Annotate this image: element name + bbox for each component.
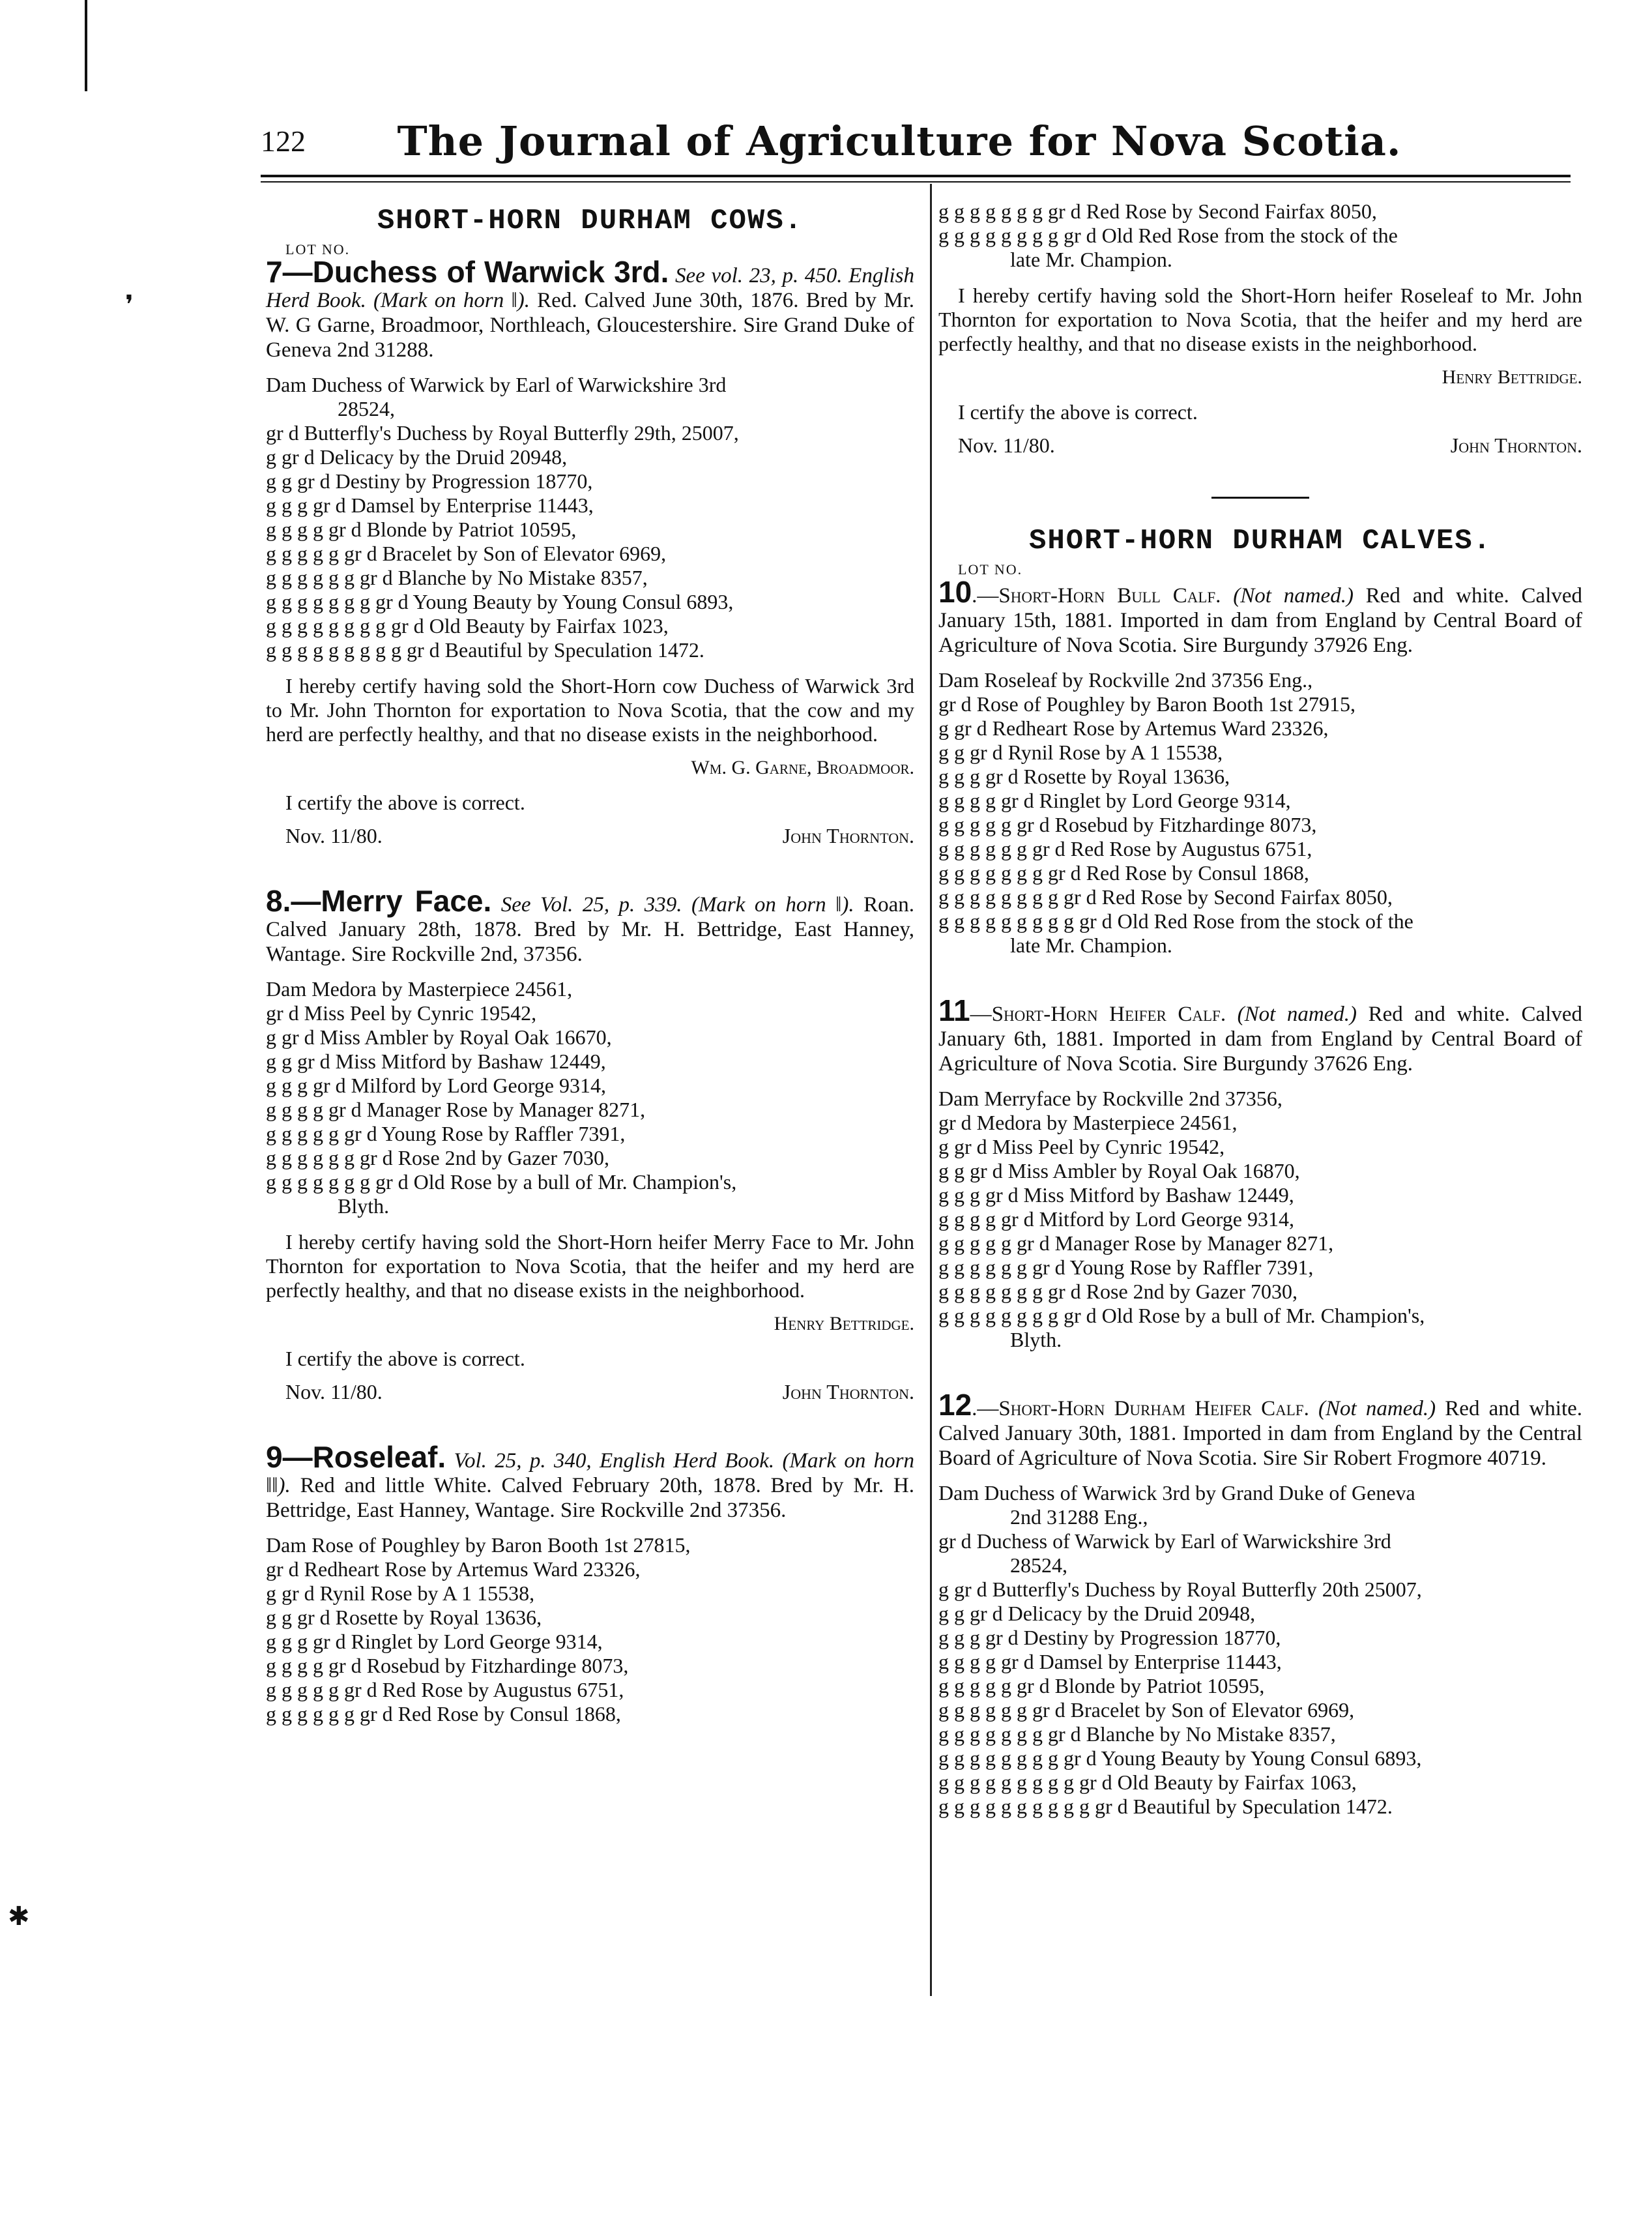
pedigree-line: late Mr. Champion.	[1010, 248, 1172, 271]
column-divider	[930, 184, 932, 1996]
pedigree-line: Dam Rose of Poughley by Baron Booth 1st 27815,	[266, 1533, 691, 1557]
certification-date: Nov. 11/80.	[285, 824, 383, 847]
pedigree-line: g g g g g gr d Bracelet by Son of Elevator 6969,	[266, 542, 667, 565]
pedigree-line: Dam Duchess of Warwick 3rd by Grand Duke of Geneva	[938, 1481, 1415, 1505]
date-row	[958, 433, 1582, 458]
lot-7-heading	[266, 255, 915, 362]
pedigree-line: late Mr. Champion.	[1010, 933, 1172, 957]
pedigree-line: g g g g gr d Mitford by Lord George 9314,	[938, 1207, 1294, 1231]
lot-name: .—Short-Horn Bull Calf.	[972, 584, 1221, 608]
header-rule	[261, 175, 1571, 177]
pedigree-line: g gr d Redheart Rose by Artemus Ward 23326,	[938, 716, 1329, 740]
lot-name: —Duchess of Warwick 3rd.	[282, 255, 669, 289]
pedigree-line: g g g g g g g g gr d Old Beauty by Fairfax 1023,	[266, 614, 669, 638]
pedigree-line: gr d Redheart Rose by Artemus Ward 23326,	[266, 1557, 641, 1581]
pedigree-line: gr d Duchess of Warwick by Earl of Warwickshire 3rd	[938, 1529, 1391, 1553]
pedigree-line: g g gr d Miss Ambler by Royal Oak 16870,	[938, 1159, 1300, 1182]
ink-speck: ❜	[125, 290, 134, 319]
pedigree-line: g g g g g g g g gr d Young Beauty by Young Consul 6893,	[938, 1746, 1422, 1770]
pedigree-line: g g g g g g g g gr d Red Rose by Second Fairfax 8050,	[938, 885, 1393, 909]
pedigree-line: g gr d Delicacy by the Druid 20948,	[266, 445, 568, 469]
pedigree-line: g g g g g g gr d Red Rose by Augustus 6751,	[938, 837, 1312, 860]
page-number: 122	[261, 125, 306, 158]
pedigree-line: g g g gr d Miss Mitford by Bashaw 12449,	[938, 1183, 1294, 1207]
pedigree-line: g g g g g gr d Manager Rose by Manager 8271,	[938, 1231, 1334, 1255]
pedigree-line: g g g g g g gr d Blanche by No Mistake 8357,	[266, 566, 648, 589]
lot-11-heading	[938, 993, 1583, 1076]
lot-number: 8	[266, 884, 283, 918]
pedigree-line: g gr d Miss Ambler by Royal Oak 16670,	[266, 1025, 612, 1049]
lot-name: —Short-Horn Heifer Calf.	[970, 1003, 1226, 1026]
pedigree-line: g g gr d Destiny by Progression 18770,	[266, 469, 593, 493]
pedigree-line: Dam Medora by Masterpiece 24561,	[266, 977, 573, 1001]
header-rule-secondary	[261, 181, 1571, 183]
lot-label: LOT NO.	[958, 561, 1023, 578]
pedigree-line: g g g g g g g g g gr d Beautiful by Speculation 1472.	[266, 638, 704, 662]
lot-number: 9	[266, 1440, 283, 1474]
pedigree-line: Dam Roseleaf by Rockville 2nd 37356 Eng.,	[938, 668, 1313, 692]
pedigree-line: g g g g g g g gr d Old Rose by a bull of Mr. Champion's,	[266, 1170, 737, 1194]
pedigree-line: g g g g g g g gr d Rose 2nd by Gazer 7030,	[938, 1280, 1298, 1303]
pedigree-lot-8	[266, 977, 914, 1218]
lot-number: 10	[938, 575, 972, 609]
pedigree-line: g g g g g gr d Blonde by Patriot 10595,	[938, 1674, 1265, 1697]
lot-9-heading	[266, 1440, 915, 1523]
right-column	[938, 196, 1582, 1819]
pedigree-line: g g g g g g gr d Red Rose by Consul 1868,	[266, 1702, 621, 1725]
lot-label: LOT NO.	[285, 241, 351, 257]
pedigree-line: g gr d Butterfly's Duchess by Royal Butterfly 20th 25007,	[938, 1578, 1422, 1601]
certification-text: I hereby certify having sold the Short-Horn heifer Merry Face to Mr. John Thornton for exportation to Nova Scotia, that the heifer and my herd are perfectly healthy, and that no disease exists in the neighborhood.	[266, 1230, 914, 1302]
certification-date: Nov. 11/80.	[285, 1380, 383, 1403]
lot-number: 12	[938, 1388, 972, 1422]
pedigree-line: g g g g g g g gr d Blanche by No Mistake 8357,	[938, 1722, 1336, 1746]
lot-note: (Not named.)	[1318, 1397, 1436, 1420]
pedigree-line: g g g g g g g gr d Red Rose by Consul 1868,	[938, 861, 1309, 885]
pedigree-line: g g g g g g gr d Rose 2nd by Gazer 7030,	[266, 1146, 610, 1169]
pedigree-line: g g g g g g gr d Young Rose by Raffler 7391,	[938, 1255, 1314, 1279]
certify-correct: I certify the above is correct.	[285, 1347, 525, 1370]
page-header	[261, 117, 1538, 176]
pedigree-line: g g g g g g g gr d Young Beauty by Young Consul 6893,	[266, 590, 734, 613]
pedigree-line: Dam Merryface by Rockville 2nd 37356,	[938, 1087, 1282, 1110]
pedigree-line: g g g g g g g g g gr d Old Red Rose from the stock of the	[938, 909, 1413, 933]
lot-10-heading	[938, 575, 1583, 658]
lot-name: —Roseleaf.	[282, 1440, 446, 1474]
pedigree-line: g g g g g g g g gr d Old Rose by a bull of Mr. Champion's,	[938, 1304, 1425, 1327]
pedigree-line: g g g g g g g g g g gr d Beautiful by Speculation 1472.	[938, 1795, 1393, 1818]
pedigree-line: g g g g g gr d Rosebud by Fitzhardinge 8073,	[938, 813, 1317, 836]
pedigree-line: 28524,	[1010, 1553, 1067, 1577]
pedigree-lot-12	[938, 1481, 1582, 1819]
pedigree-line: g g g g g gr d Young Rose by Raffler 7391,	[266, 1122, 626, 1145]
lot-8-heading	[266, 884, 914, 967]
pedigree-line: gr d Miss Peel by Cynric 19542,	[266, 1001, 537, 1025]
pedigree-line: g g g g g g g g gr d Old Red Rose from the stock of the	[938, 224, 1398, 247]
pedigree-line: gr d Rose of Poughley by Baron Booth 1st 27915,	[938, 692, 1355, 716]
pedigree-line: g g g gr d Rosette by Royal 13636,	[938, 765, 1230, 788]
pedigree-lot-9-continued	[938, 199, 1582, 272]
section-title-calves: SHORT-HORN DURHAM CALVES.	[1028, 525, 1492, 557]
journal-title: The Journal of Agriculture for Nova Scotia.	[397, 117, 1402, 165]
pedigree-line: g g g g g gr d Red Rose by Augustus 6751,	[266, 1678, 624, 1701]
lot-description: Red and little White. Calved February 20th, 1878. Bred by Mr. H. Bettridge, East Hanney, Wantage. Sire Rockville 2nd 37356.	[266, 1474, 914, 1522]
herd-book-reference: See Vol. 25, p. 339. (Mark on horn ‖).	[500, 893, 854, 917]
lot-description: Red and white. Calved January 30th, 1881. Imported in dam from England by the Central Board of Agriculture of Nova Scotia. Sire Sir Robert Frogmore 40719.	[938, 1397, 1583, 1470]
lot-description: Red and white. Calved January 15th, 1881. Imported in dam from England by Central Board of Agriculture of Nova Scotia. Sire Burgundy 37926 Eng.	[938, 584, 1583, 657]
certification-text: I hereby certify having sold the Short-Horn heifer Roseleaf to Mr. John Thornton for exportation to Nova Scotia, that the heifer and my herd are perfectly healthy, and that no disease exists in the neighborhood.	[938, 284, 1582, 355]
pedigree-line: Blyth.	[338, 1194, 390, 1218]
certify-correct: I certify the above is correct.	[958, 400, 1198, 424]
section-title-cows: SHORT-HORN DURHAM COWS.	[377, 205, 804, 237]
pedigree-line: g g g g gr d Damsel by Enterprise 11443,	[938, 1650, 1282, 1673]
lot-description: Red. Calved June 30th, 1876. Bred by Mr. W. G Garne, Broadmoor, Northleach, Gloucestershire. Sire Grand Duke of Geneva 2nd 31288.	[266, 289, 915, 362]
pedigree-line: gr d Butterfly's Duchess by Royal Butterfly 29th, 25007,	[266, 421, 739, 445]
lot-number: 7	[266, 255, 283, 289]
pedigree-line: g g gr d Miss Mitford by Bashaw 12449,	[266, 1050, 606, 1073]
signer: Wm. G. Garne, Broadmoor.	[691, 757, 914, 778]
pedigree-line: g g g g gr d Rosebud by Fitzhardinge 8073,	[266, 1654, 629, 1677]
date-row	[285, 1380, 914, 1404]
pedigree-line: 28524,	[338, 397, 395, 420]
lot-12-heading	[938, 1388, 1583, 1471]
pedigree-line: g g g g g g g gr d Red Rose by Second Fairfax 8050,	[938, 199, 1377, 223]
lot-name: .—Short-Horn Durham Heifer Calf.	[972, 1397, 1309, 1420]
pedigree-line: g g gr d Rynil Rose by A 1 15538,	[938, 741, 1223, 764]
lot-note: (Not named.)	[1237, 1003, 1357, 1026]
pedigree-lot-11	[938, 1087, 1582, 1352]
confirmer: John Thornton.	[1450, 433, 1582, 457]
pedigree-lot-7	[266, 373, 914, 662]
pedigree-line: g g g g g g gr d Bracelet by Son of Elevator 6969,	[938, 1698, 1355, 1722]
pedigree-line: 2nd 31288 Eng.,	[1010, 1505, 1148, 1529]
certification-date: Nov. 11/80.	[958, 433, 1055, 457]
pedigree-lot-10	[938, 668, 1582, 958]
confirmer: John Thornton.	[782, 1380, 914, 1403]
lot-description: Roan. Calved January 28th, 1878. Bred by Mr. H. Bettridge, East Hanney, Wantage. Sire Rockville 2nd, 37356.	[266, 893, 914, 966]
pedigree-line: g g g g gr d Blonde by Patriot 10595,	[266, 518, 577, 541]
pedigree-line: Blyth.	[1010, 1328, 1062, 1351]
pedigree-line: g g g gr d Ringlet by Lord George 9314,	[266, 1630, 603, 1653]
date-row	[285, 824, 914, 848]
margin-mark	[85, 0, 87, 91]
pedigree-line: g g g gr d Damsel by Enterprise 11443,	[266, 493, 594, 517]
pedigree-lot-9	[266, 1533, 914, 1726]
herd-book-reference: See vol. 23, p. 450. English Herd Book. (Mark on horn ‖).	[266, 264, 914, 312]
pedigree-line: g g g gr d Milford by Lord George 9314,	[266, 1074, 606, 1097]
pedigree-line: g g g g gr d Manager Rose by Manager 8271,	[266, 1098, 646, 1121]
certification-text: I hereby certify having sold the Short-Horn cow Duchess of Warwick 3rd to Mr. John Thornton for exportation to Nova Scotia, that the cow and my herd are perfectly healthy, and that no disease exists in the neighborhood.	[266, 674, 914, 746]
lot-description: Red and white. Calved January 6th, 1881. Imported in dam from England by Central Board of Agriculture of Nova Scotia. Sire Burgundy 37626 Eng.	[938, 1003, 1583, 1076]
pedigree-line: g gr d Miss Peel by Cynric 19542,	[938, 1135, 1225, 1158]
pedigree-line: g g g g g g g g g gr d Old Beauty by Fairfax 1063,	[938, 1770, 1357, 1794]
section-separator	[1211, 497, 1309, 499]
pedigree-line: g g gr d Delicacy by the Druid 20948,	[938, 1602, 1256, 1625]
pedigree-line: g gr d Rynil Rose by A 1 15538,	[266, 1581, 535, 1605]
herd-book-reference: Vol. 25, p. 340, English Herd Book. (Mark on horn ‖‖).	[266, 1449, 915, 1497]
ink-speck: ✱	[8, 1901, 30, 1931]
pedigree-line: g g g g gr d Ringlet by Lord George 9314,	[938, 789, 1291, 812]
certify-correct: I certify the above is correct.	[285, 791, 525, 814]
left-column	[266, 196, 914, 1726]
signer: Henry Bettridge.	[1442, 366, 1582, 388]
lot-note: (Not named.)	[1233, 584, 1354, 608]
signer: Henry Bettridge.	[774, 1313, 914, 1334]
pedigree-line: g g gr d Rosette by Royal 13636,	[266, 1606, 542, 1629]
pedigree-line: gr d Medora by Masterpiece 24561,	[938, 1111, 1238, 1134]
pedigree-line: g g g gr d Destiny by Progression 18770,	[938, 1626, 1281, 1649]
lot-number: 11	[938, 993, 970, 1027]
confirmer: John Thornton.	[782, 824, 914, 847]
pedigree-line: Dam Duchess of Warwick by Earl of Warwickshire 3rd	[266, 373, 727, 396]
lot-name: .—Merry Face.	[282, 884, 492, 918]
